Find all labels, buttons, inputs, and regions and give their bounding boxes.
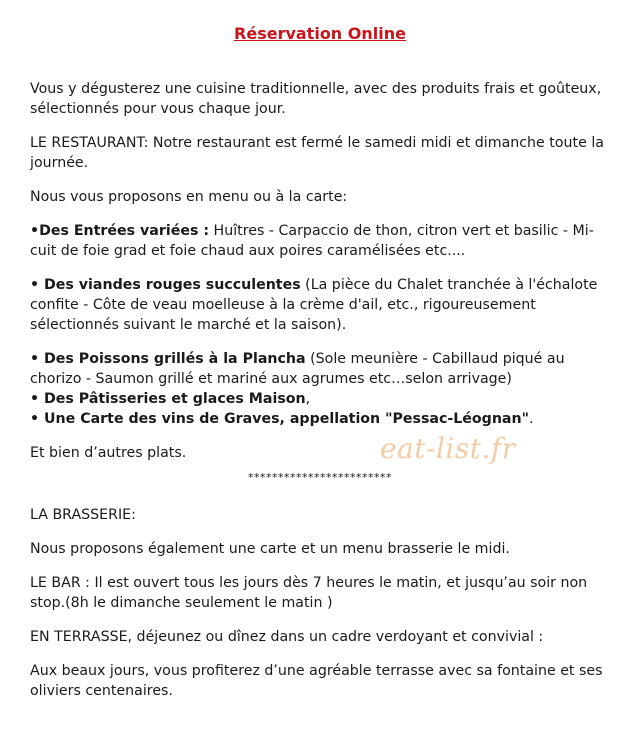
restaurant-paragraph: LE RESTAURANT: Notre restaurant est fermé le samedi midi et dimanche toute la journée. [30,135,604,171]
vins-text: . [529,411,534,427]
entrees-bullet: • [30,223,40,239]
watermark-logo: eat-list.fr [380,432,516,465]
brasserie-paragraph: Nous proposons également une carte et un menu brasserie le midi. [30,541,510,557]
document-body [30,22,610,715]
separator-line: ************************ [248,471,392,484]
menu-intro-paragraph: Nous vous proposons en menu ou à la carte: [30,189,348,205]
patisseries-text: , [305,391,311,407]
vins-heading: Une Carte des vins de Graves, appellation "Pessac-Léognan" [44,411,530,427]
entrees-heading: Des Entrées variées : [39,223,210,239]
viandes-paragraph [30,275,610,335]
beaux-jours-paragraph: Aux beaux jours, vous profiterez d’une agréable terrasse avec sa fontaine et ses oliviers centenaires. [30,663,603,699]
vins-bullet: • [30,411,45,427]
bar-paragraph: LE BAR : Il est ouvert tous les jours dès 7 heures le matin, et jusqu’au soir non stop.(8h le dimanche seulement le matin ) [30,575,588,611]
intro-paragraph: Vous y dégusterez une cuisine traditionnelle, avec des produits frais et goûteux, sélectionnés pour vous chaque jour. [30,81,602,117]
viandes-bullet: • [30,277,45,293]
reservation-online-link[interactable]: Réservation Online [234,24,406,43]
viandes-text: (La pièce du Chalet tranchée à l'échalote confite - Côte de veau moelleuse à la crème d'ail, etc., rigoureusement sélectionnés suivant le marché et la saison). [30,277,598,333]
terrasse-paragraph: EN TERRASSE, déjeunez ou dînez dans un cadre verdoyant et convivial : [30,629,544,645]
viandes-heading: Des viandes rouges succulentes [44,277,301,293]
patisseries-heading: Des Pâtisseries et glaces Maison [44,391,306,407]
poissons-heading: Des Poissons grillés à la Plancha [44,351,306,367]
poissons-paragraph [30,349,610,389]
poissons-text: (Sole meunière - Cabillaud piqué au chorizo - Saumon grillé et mariné aux agrumes etc…selon arrivage) [30,351,565,387]
poissons-bullet: • [30,351,45,367]
autres-paragraph: Et bien d’autres plats. [30,445,187,461]
vins-line [30,409,610,429]
brasserie-title: LA BRASSERIE: [30,507,136,523]
patisseries-bullet: • [30,391,45,407]
entrees-text: Huîtres - Carpaccio de thon, citron vert et basilic - Mi-cuit de foie grad et foie chaud aux poires caramélisées etc.... [30,223,594,259]
patisseries-line [30,389,610,409]
entrees-paragraph [30,221,610,261]
